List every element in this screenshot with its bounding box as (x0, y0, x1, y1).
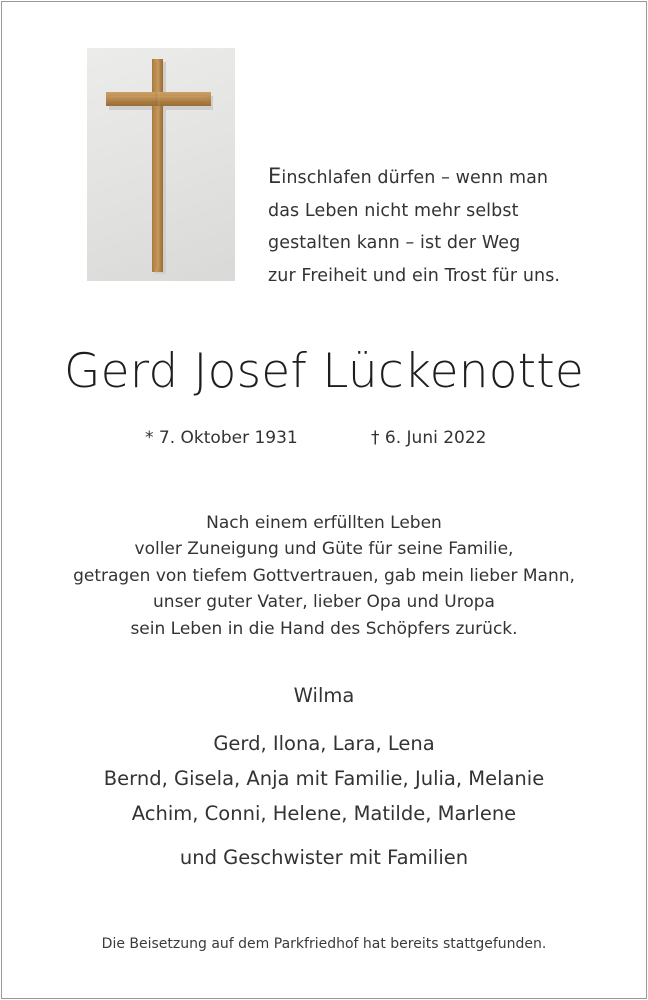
obituary-message (0, 510, 648, 642)
message-line-1: Nach einem erfüllten Leben (206, 513, 442, 533)
mourner-line-2: Bernd, Gisela, Anja mit Familie, Julia, Melanie (103, 767, 545, 790)
wooden-cross-icon (87, 48, 235, 281)
mourner-line-4: und Geschwister mit Familien (179, 846, 469, 869)
poem-line-1 (268, 160, 598, 195)
mourner-line-3: Achim, Conni, Helene, Matilde, Marlene (131, 802, 517, 825)
death-date: † 6. Juni 2022 (371, 428, 487, 448)
message-line-3: getragen von tiefem Gottvertrauen, gab mein lieber Mann, (73, 565, 575, 586)
message-line-5: sein Leben in die Hand des Schöpfers zurück. (130, 618, 518, 639)
poem-line-2: das Leben nicht mehr selbst (268, 200, 519, 221)
poem-initial: E (268, 164, 282, 188)
poem-line-3: gestalten kann – ist der Weg (268, 233, 521, 254)
poem-line-4: zur Freiheit und ein Trost für uns. (268, 266, 561, 287)
birth-date: * 7. Oktober 1931 (145, 428, 298, 448)
cross-photo (87, 48, 235, 281)
mourner-spouse: Wilma (293, 684, 355, 707)
message-line-2: voller Zuneigung und Güte für seine Familie, (134, 539, 514, 560)
mourner-line-1: Gerd, Ilona, Lara, Lena (213, 732, 435, 755)
message-line-4: unser guter Vater, lieber Opa und Uropa (153, 592, 495, 613)
deceased-name: Gerd Josef Lückenotte (63, 344, 585, 399)
poem (268, 160, 598, 293)
burial-note: Die Beisetzung auf dem Parkfriedhof hat bereits stattgefunden. (101, 936, 547, 952)
poem-line-1-rest: inschlafen dürfen – wenn man (281, 168, 549, 188)
